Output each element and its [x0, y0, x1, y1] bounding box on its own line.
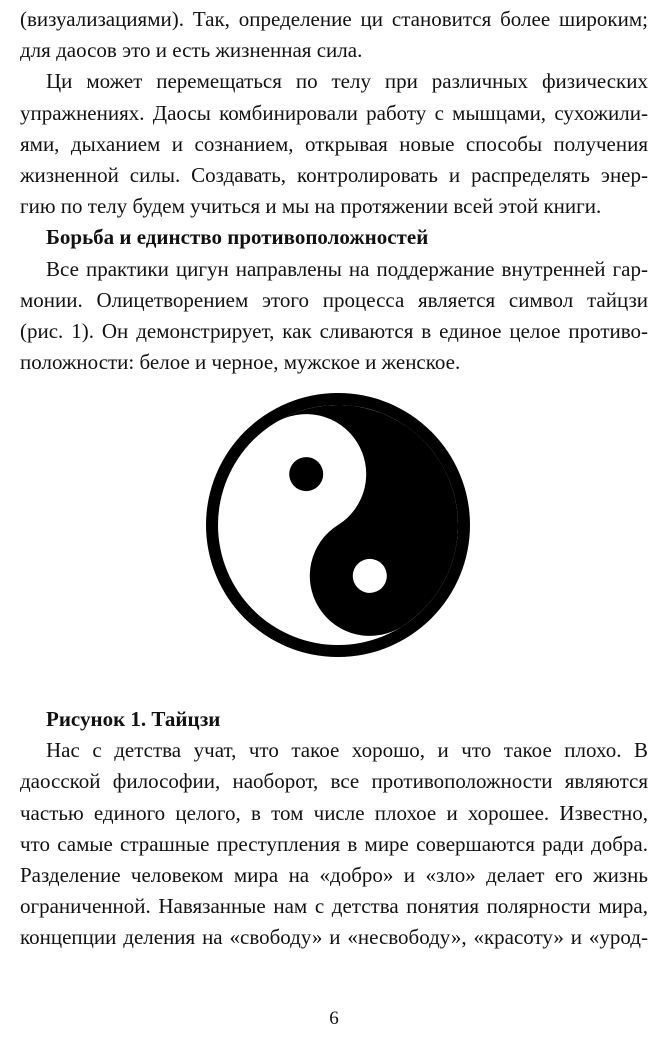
text-line: (визуализациями). Так, определение ци становится более широким; — [20, 7, 648, 31]
text-line: Все практики цигун направлены на поддержание внутренней гар- — [46, 256, 648, 281]
text-line: гию по телу будем учиться и мы на протяжении всей этой книги. — [20, 194, 602, 219]
text-line: Нас с детства учат, что такое хорошо, и что такое плохо. В — [46, 738, 648, 763]
text-line: монии. Олицетворением этого процесса является символ тайцзи — [20, 287, 648, 312]
text-line: жизненной силы. Создавать, контролировать и распределять энер- — [20, 163, 648, 188]
text-line: Ци может перемещаться по телу при различных физических — [46, 69, 648, 94]
yin-yang-icon — [200, 380, 476, 670]
caption-and-text — [20, 704, 648, 954]
page-number: 6 — [329, 1008, 339, 1029]
figure-caption: Рисунок 1. Тайцзи — [46, 707, 221, 731]
paragraph-good-evil — [20, 735, 648, 953]
text-line: упражнениях. Даосы комбинировали работу с мышцами, сухожили- — [20, 100, 648, 125]
figure-taiji — [200, 380, 476, 670]
text-line: ограниченной. Навязанные нам с детства понятия полярности мира, — [20, 894, 648, 919]
text-line: для даосов это и есть жизненная сила. — [20, 38, 363, 63]
text-line: положности: белое и черное, мужское и женское. — [20, 350, 461, 375]
text-line: (рис. 1). Он демонстрирует, как сливаются в единое целое противо- — [20, 319, 648, 344]
paragraph-qi-movement — [20, 66, 648, 222]
page-body — [20, 4, 648, 378]
text-line: даосской философии, наоборот, все противоположности являются — [20, 769, 648, 794]
text-line: ями, дыханием и сознанием, открывая новые способы получения — [20, 131, 648, 156]
text-line: что самые страшные преступления в мире совершаются ради добра. — [20, 831, 648, 856]
text-line: Разделение человеком мира на «добро» и «зло» делает его жизнь — [20, 863, 648, 888]
text-line: концепции деления на «свободу» и «несвободу», «красоту» и «урод- — [20, 925, 648, 950]
paragraph-visualizations — [20, 4, 648, 66]
paragraph-qigong-harmony — [20, 254, 648, 379]
section-heading: Борьба и единство противоположностей — [46, 225, 429, 250]
text-line: частью единого целого, в том числе плохое и хорошее. Известно, — [20, 800, 648, 825]
